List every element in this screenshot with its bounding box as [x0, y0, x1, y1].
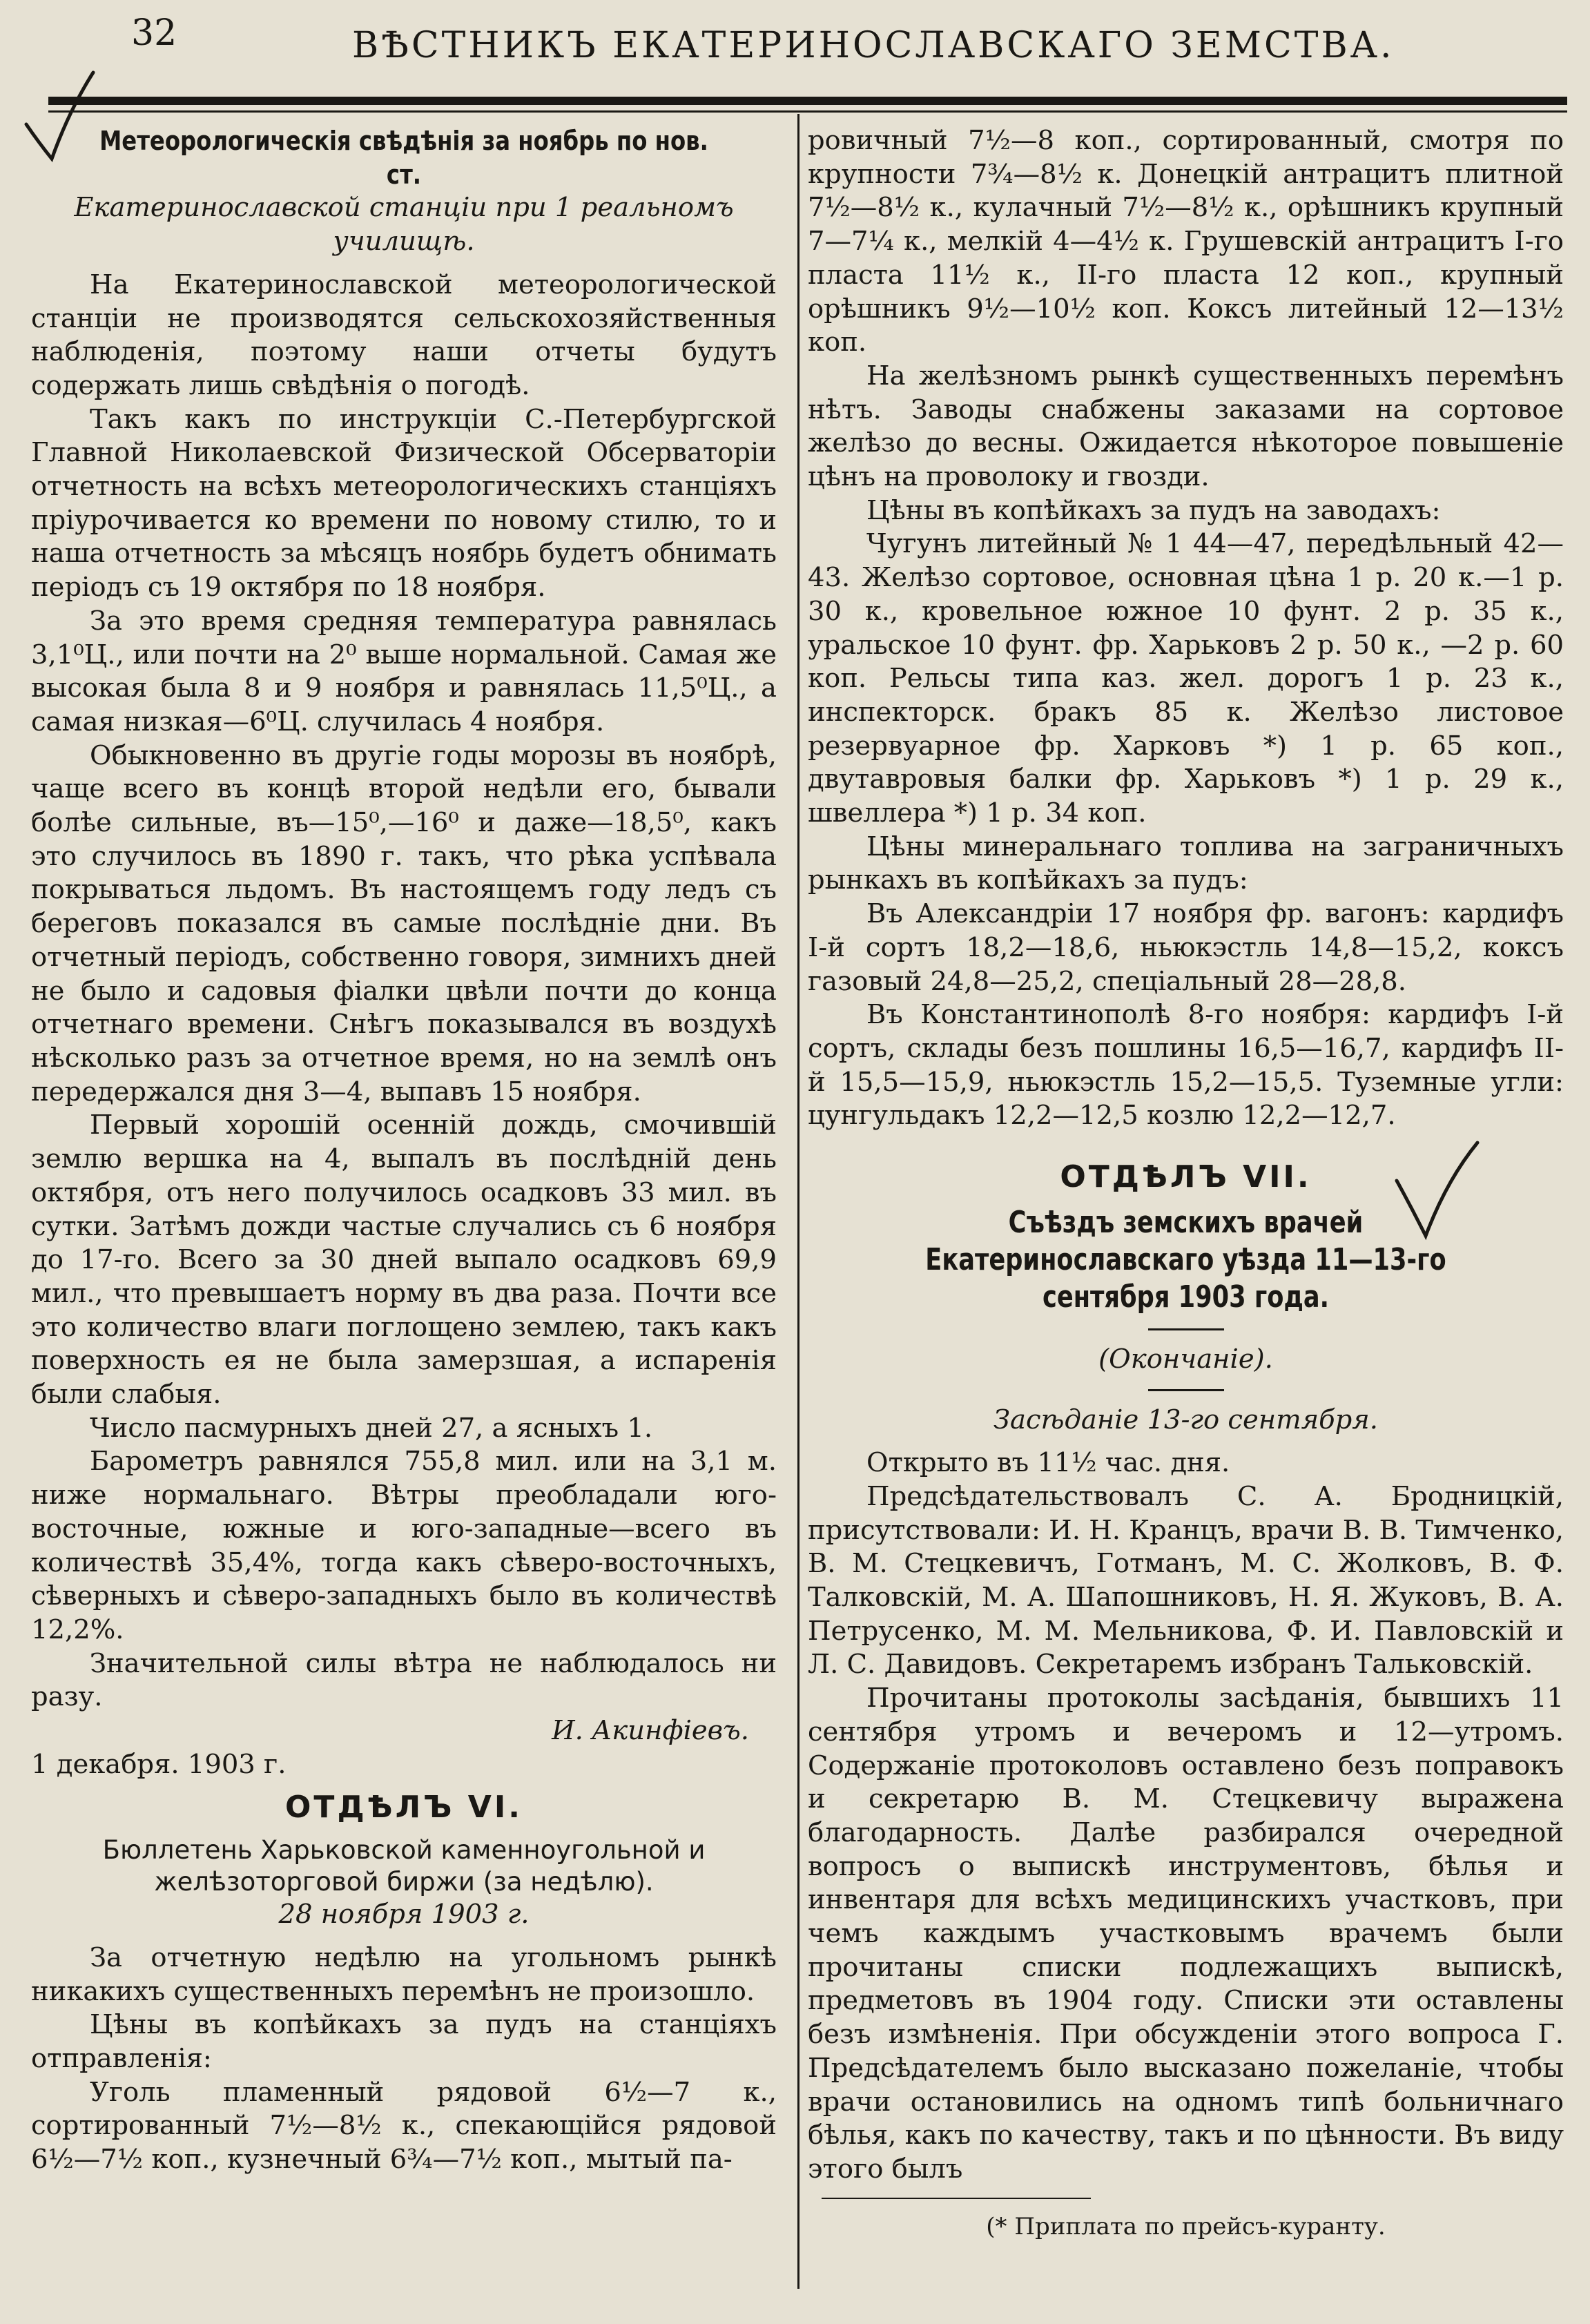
paragraph: Въ Александріи 17 ноября фр. вагонъ: кардифъ I-й сортъ 18,2—18,6, ньюкэстль 14,8—15,2, коксъ газовый 24,8—25,2, спеціальный 28—28,8. [808, 898, 1564, 997]
header-rule-thick [48, 97, 1567, 105]
bulletin-date: 28 ноября 1903 г. [278, 1899, 530, 1930]
header-rule-thin [48, 110, 1567, 113]
paragraph: Цѣны въ копѣйкахъ за пудъ на станціяхъ отправленія: [31, 2009, 777, 2074]
journal-title: ВѢСТНИКЪ ЕКАТЕРИНОСЛАВСКАГО ЗЕМСТВА. [352, 25, 1395, 66]
paragraph: Въ Константинополѣ 8-го ноября: кардифъ I-й сортъ, склады безъ пошлины 16,5—16,7, кардифъ II-й 15,5—15,9, ньюкэстль 15,2—15,5. Туземные угли: цунгульдакъ 12,2—12,5 козлю 12,2—12,7. [808, 999, 1564, 1132]
paragraph: Чугунъ литейный № 1 44—47, передѣльный 42—43. Желѣзо сортовое, основная цѣна 1 р. 20 к.—1 р. 30 к., кровельное южное 10 фунт. 2 р. 35 к., уральское 10 фунт. фр. Харьковъ 2 р. 50 к., —2 р. 60 коп. Рельсы типа каз. жел. дорогъ 1 р. 23 к., инспекторск. бракъ 85 к. Желѣзо листовое резервуарное фр. Харковъ *) 1 р. 65 коп., двутавровыя балки фр. Харьковъ *) 1 р. 29 к., швеллера *) 1 р. 34 коп. [808, 528, 1564, 829]
department-heading: ОТДѢЛЪ VII. [1060, 1159, 1312, 1195]
paragraph: Обыкновенно въ другіе годы морозы въ ноябрѣ, чаще всего въ концѣ второй недѣли его, бывали болѣе сильные, въ—15⁰,—16⁰ и даже—18,5⁰, какъ это случилось въ 1890 г. такъ, что рѣка успѣвала покрываться льдомъ. Въ настоящемъ году ледъ съ береговъ показался въ самые послѣдніе дни. Въ отчетный періодъ, собственно говоря, зимнихъ дней не было и садовыя фіалки цвѣли почти до конца отчетнаго времени. Снѣгъ показывался въ воздухѣ нѣсколько разъ за отчетное время, но на землѣ онъ передержался дня 3—4, выпавъ 15 ноября. [31, 739, 777, 1107]
page-number: 32 [131, 12, 177, 54]
left-column [31, 124, 777, 2177]
session-heading: Засѣданіе 13-го сентября. [993, 1404, 1378, 1435]
right-column [808, 124, 1564, 2243]
paragraph: На желѣзномъ рынкѣ существенныхъ перемѣнъ нѣтъ. Заводы снабжены заказами на сортовое желѣзо до весны. Ожидается нѣкоторое повышеніе цѣнъ на проволоку и гвозди. [808, 360, 1564, 493]
paragraph: За отчетную недѣлю на угольномъ рынкѣ никакихъ существенныхъ перемѣнъ не произошло. [31, 1941, 777, 2007]
paragraph: Уголь пламенный рядовой 6½—7 к., сортированный 7½—8½ к., спекающійся рядовой 6½—7½ коп., кузнечный 6¾—7½ коп., мытый па- [31, 2076, 777, 2176]
bulletin-title: Бюллетень Харьковской каменноугольной и желѣзоторговой биржи (за недѣлю). [102, 1835, 706, 1897]
paragraph: Такъ какъ по инструкціи С.-Петербургской Главной Николаевской Физической Обсерваторіи отчетность на всѣхъ метеорологическихъ станціяхъ пріурочивается ко времени по новому стилю, то и наша отчетность за мѣсяцъ ноябрь будетъ обнимать періодъ съ 19 октября по 18 ноября. [31, 403, 777, 603]
paragraph: Число пасмурныхъ дней 27, а ясныхъ 1. [90, 1412, 653, 1444]
paragraph: Прочитаны протоколы засѣданія, бывшихъ 11 сентября утромъ и вечеромъ и 12—утромъ. Содержаніе протоколовъ оставлено безъ поправокъ и секретарю В. М. Стецкевичу выражена благодарность. Далѣе разбирался очередной вопросъ о выпискѣ инструментовъ, бѣлья и инвентаря для всѣхъ медицинскихъ участковъ, при чемъ каждымъ участковымъ врачемъ были прочитаны списки подлежащихъ выпискѣ, предметовъ въ 1904 году. Списки эти оставлены безъ измѣненія. При обсужденіи этого вопроса Г. Предсѣдателемъ было высказано пожеланіе, чтобы врачи остановились на одномъ типѣ больничнаго бѣлья, какъ по качеству, такъ и по цѣнности. Въ виду этого былъ [808, 1683, 1564, 2185]
paragraph: Открыто въ 11½ час. дня. [866, 1447, 1230, 1479]
paragraph: Цѣны минеральнаго топлива на заграничныхъ рынкахъ въ копѣйкахъ за пудъ: [808, 831, 1564, 896]
meteorology-byline: Екатеринославской станціи при 1 реальномъ училищѣ. [74, 192, 734, 258]
paragraph: ровичный 7½—8 коп., сортированный, смотря по крупности 7¾—8½ к. Донецкій антрацитъ плитной 7½—8½ к., кулачный 7½—8½ к., орѣшникъ крупный 7—7¼ к., мелкій 4—4½ к. Грушевскій антрацитъ I-го пласта 11½ к., II-го пласта 12 коп., крупный орѣшникъ 9½—10½ коп. Коксъ литейный 12—13½ коп. [808, 125, 1564, 358]
short-rule [1148, 1389, 1224, 1391]
congress-title: Съѣздъ земскихъ врачей Екатеринославскаго уѣзда 11—13-го сентября 1903 года. [925, 1204, 1446, 1315]
page-header [0, 0, 1590, 90]
signature: И. Акинфіевъ. [552, 1715, 749, 1747]
column-divider [797, 114, 799, 2289]
paragraph: Цѣны въ копѣйкахъ за пудъ на заводахъ: [866, 494, 1441, 526]
meteorology-heading: Метеорологическія свѣдѣнія за ноябрь по нов. ст. [99, 126, 708, 190]
continuation-note: (Окончаніе). [1098, 1343, 1273, 1375]
paragraph: Барометръ равнялся 755,8 мил. или на 3,1 м. ниже нормальнаго. Вѣтры преобладали юго-восточные, южные и юго-западные—всего въ количествѣ 35,4%, тогда какъ сѣверо-восточныхъ, сѣверныхъ и сѣверо-западныхъ было въ количествѣ 12,2%. [31, 1446, 777, 1645]
paragraph: Значительной силы вѣтра не наблюдалось ни разу. [31, 1647, 777, 1713]
short-rule [1148, 1328, 1224, 1330]
paragraph: Предсѣдательствовалъ С. А. Бродницкій, присутствовали: И. Н. Кранцъ, врачи В. В. Тимченко, В. М. Стецкевичъ, Готманъ, М. С. Жолковъ, В. Ф. Талковскій, М. А. Шапошниковъ, Н. Я. Жуковъ, В. А. Петрусенко, М. М. Мельникова, Ф. И. Павловскій и Л. С. Давидовъ. Секретаремъ избранъ Тальковскій. [808, 1480, 1564, 1681]
department-heading: ОТДѢЛЪ VI. [285, 1790, 523, 1826]
paragraph: На Екатеринославской метеорологической станціи не производятся сельскохозяйственныя наблюденія, поэтому наши отчеты будутъ содержать лишь свѣдѣнія о погодѣ. [31, 269, 777, 401]
paragraph: Первый хорошій осенній дождь, смочившій землю вершка на 4, выпалъ въ послѣдній день октября, отъ него получилось осадковъ 33 мил. въ сутки. Затѣмъ дожди частые случались съ 6 ноября до 17-го. Всего за 30 дней выпало осадковъ 69,9 мил., что превышаетъ норму въ два раза. Почти все это количество влаги поглощено землею, такъ какъ поверхность ея не была замерзшая, а испаренія были слабыя. [31, 1110, 777, 1411]
paragraph: За это время средняя температура равнялась 3,1⁰Ц., или почти на 2⁰ выше нормальной. Самая же высокая была 8 и 9 ноября и равнялась 11,5⁰Ц., а самая низкая—6⁰Ц. случилась 4 ноября. [31, 605, 777, 737]
footnote-rule [822, 2198, 1091, 2199]
footnote: (* Приплата по прейсъ-куранту. [986, 2212, 1386, 2240]
date-line: 1 декабря. 1903 г. [31, 1748, 287, 1780]
